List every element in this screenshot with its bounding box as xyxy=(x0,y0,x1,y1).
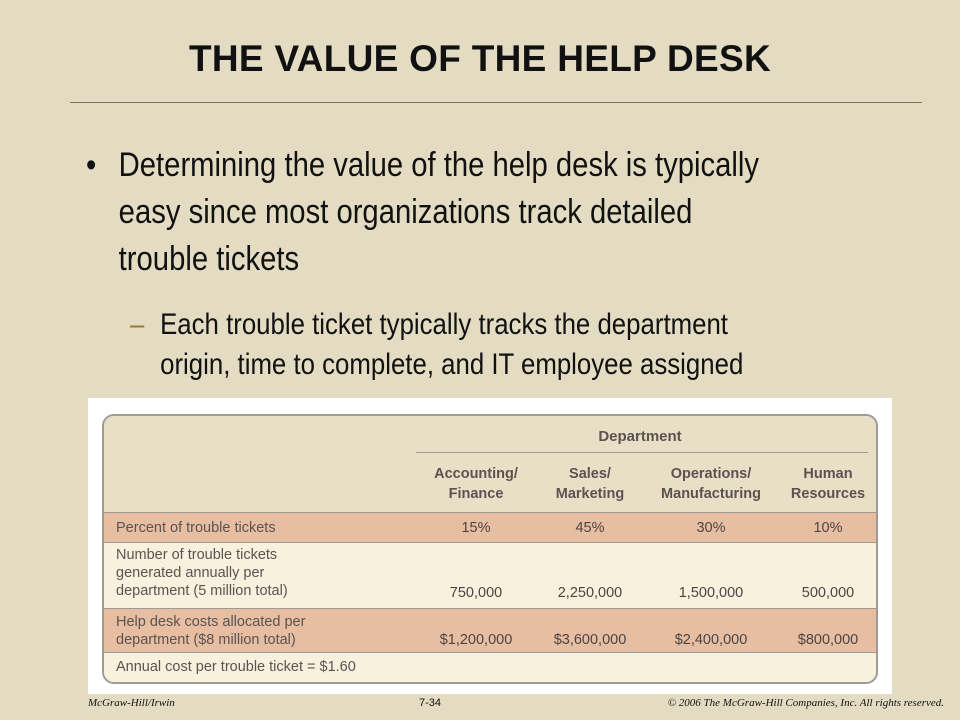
column-header-line: Accounting/ xyxy=(434,466,518,482)
bullet-line: trouble tickets xyxy=(118,240,300,278)
bullet-line: easy since most organizations track detailed xyxy=(118,193,693,231)
table-cell: 15% xyxy=(461,520,491,536)
bullet-marker: • xyxy=(86,146,97,184)
table-row xyxy=(104,542,876,609)
row-label: Percent of trouble tickets xyxy=(116,520,276,536)
row-label xyxy=(116,613,305,649)
department-table-figure xyxy=(88,398,892,694)
table-cell: 2,250,000 xyxy=(557,585,623,601)
table-cell: $3,600,000 xyxy=(553,632,627,648)
table-cell: $1,200,000 xyxy=(439,632,513,648)
column-header-line: Resources xyxy=(790,486,866,502)
table-header xyxy=(104,416,876,512)
column-header-sales xyxy=(530,464,650,504)
table-row xyxy=(104,512,876,543)
department-header-rule xyxy=(416,452,868,453)
department-header: Department xyxy=(598,428,682,445)
column-header-line: Manufacturing xyxy=(661,486,761,502)
row-label-line: Help desk costs allocated per xyxy=(116,614,306,630)
footer-page-number: 7-34 xyxy=(418,697,442,709)
sub-bullet-text xyxy=(160,305,900,385)
column-header-line: Human xyxy=(803,466,853,482)
table-row xyxy=(104,608,876,653)
row-label-line: Number of trouble tickets xyxy=(116,547,278,563)
column-header-line: Operations/ xyxy=(670,466,752,482)
sub-bullet-marker: – xyxy=(130,308,145,341)
footer-copyright: © 2006 The McGraw-Hill Companies, Inc. All rights reserved. xyxy=(667,697,944,709)
column-header-accounting xyxy=(416,464,536,504)
column-header-line: Marketing xyxy=(555,486,625,502)
column-header-operations xyxy=(641,464,781,504)
slide-title: THE VALUE OF THE HELP DESK xyxy=(188,38,772,79)
department-table xyxy=(102,414,878,684)
table-cell: 1,500,000 xyxy=(678,585,744,601)
row-label-line: department ($8 million total) xyxy=(116,632,296,648)
column-header-line: Finance xyxy=(448,486,504,502)
bullet-line: Determining the value of the help desk is typically xyxy=(118,146,760,184)
table-cell: 750,000 xyxy=(449,585,503,601)
main-bullet-text xyxy=(119,142,893,283)
column-header-hr xyxy=(768,464,878,504)
footer-publisher: McGraw-Hill/Irwin xyxy=(88,697,175,709)
table-cell: 10% xyxy=(813,520,843,536)
row-label: Annual cost per trouble ticket = $1.60 xyxy=(116,659,356,675)
column-header-line: Sales/ xyxy=(569,466,611,482)
table-cell: 45% xyxy=(575,520,605,536)
table-cell: 30% xyxy=(696,520,726,536)
table-row xyxy=(104,652,876,684)
title-divider xyxy=(70,102,922,103)
table-cell: 500,000 xyxy=(801,585,855,601)
row-label xyxy=(116,546,288,600)
row-label-line: department (5 million total) xyxy=(116,583,288,599)
sub-bullet-line: origin, time to complete, and IT employee assigned xyxy=(160,348,744,381)
table-cell: $800,000 xyxy=(797,632,859,648)
table-cell: $2,400,000 xyxy=(674,632,748,648)
row-label-line: generated annually per xyxy=(116,565,265,581)
sub-bullet-line: Each trouble ticket typically tracks the department xyxy=(160,308,728,341)
